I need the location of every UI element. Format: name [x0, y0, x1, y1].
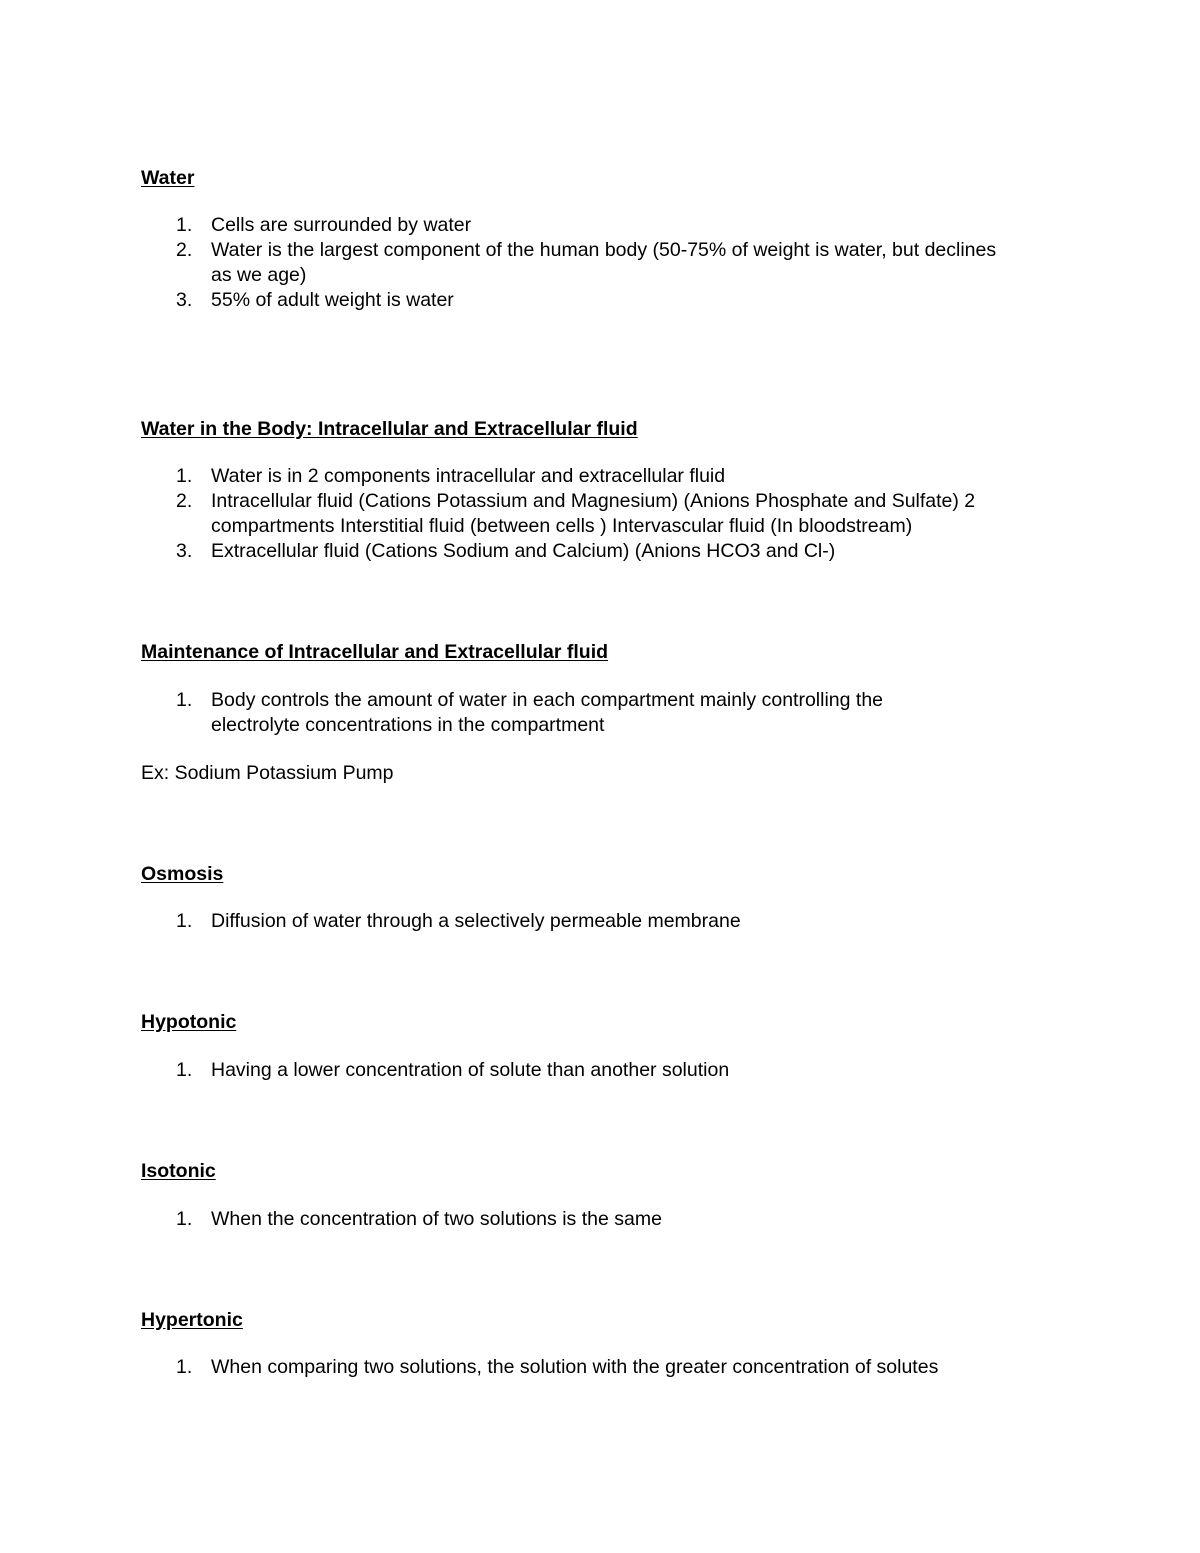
list-text: When the concentration of two solutions is the same [211, 1208, 662, 1230]
section-heading-water: Water [141, 167, 195, 189]
list-text: Water is the largest component of the human body (50-75% of weight is water, but declines as we age) [211, 239, 997, 286]
section-heading-maintenance: Maintenance of Intracellular and Extracellular fluid [141, 641, 609, 663]
list-text: Extracellular fluid (Cations Sodium and Calcium) (Anions HCO3 and Cl-) [211, 540, 836, 562]
list-item [176, 238, 1006, 288]
list-number: 1. [176, 465, 193, 487]
example-note: Ex: Sodium Potassium Pump [141, 762, 394, 784]
list-item [176, 688, 976, 738]
list-number: 1. [176, 910, 193, 932]
list-item [176, 213, 1076, 238]
list-item [176, 464, 1076, 489]
section-heading-isotonic: Isotonic [141, 1160, 216, 1182]
list-item [176, 1355, 1076, 1380]
list-text: Diffusion of water through a selectively permeable membrane [211, 910, 741, 932]
list-text: Cells are surrounded by water [211, 214, 472, 236]
section-heading-hypertonic: Hypertonic [141, 1309, 243, 1331]
list-number: 1. [176, 689, 193, 711]
list-number: 1. [176, 1356, 193, 1378]
list-item [176, 909, 1076, 934]
list-number: 1. [176, 1059, 193, 1081]
list-text: 55% of adult weight is water [211, 289, 454, 311]
section-heading-water-in-body: Water in the Body: Intracellular and Extracellular fluid [141, 418, 638, 440]
list-item [176, 489, 1066, 539]
list-item [176, 1207, 1076, 1232]
section-heading-hypotonic: Hypotonic [141, 1011, 237, 1033]
list-number: 1. [176, 214, 193, 236]
list-item [176, 539, 1076, 564]
list-number: 2. [176, 490, 193, 512]
section-heading-osmosis: Osmosis [141, 863, 224, 885]
list-text: Water is in 2 components intracellular and extracellular fluid [211, 465, 726, 487]
list-number: 2. [176, 239, 193, 261]
list-number: 3. [176, 540, 193, 562]
list-text: Body controls the amount of water in each compartment mainly controlling the electrolyte concentrations in the compartment [211, 689, 884, 736]
list-item [176, 288, 1076, 313]
list-number: 3. [176, 289, 193, 311]
list-number: 1. [176, 1208, 193, 1230]
list-text: When comparing two solutions, the solution with the greater concentration of solutes [211, 1356, 939, 1378]
list-text: Having a lower concentration of solute than another solution [211, 1059, 730, 1081]
list-item [176, 1058, 1076, 1083]
list-text: Intracellular fluid (Cations Potassium and Magnesium) (Anions Phosphate and Sulfate) 2 compartments Interstitial fluid (between cells ) Intervascular fluid (In bloodstream) [211, 490, 976, 537]
